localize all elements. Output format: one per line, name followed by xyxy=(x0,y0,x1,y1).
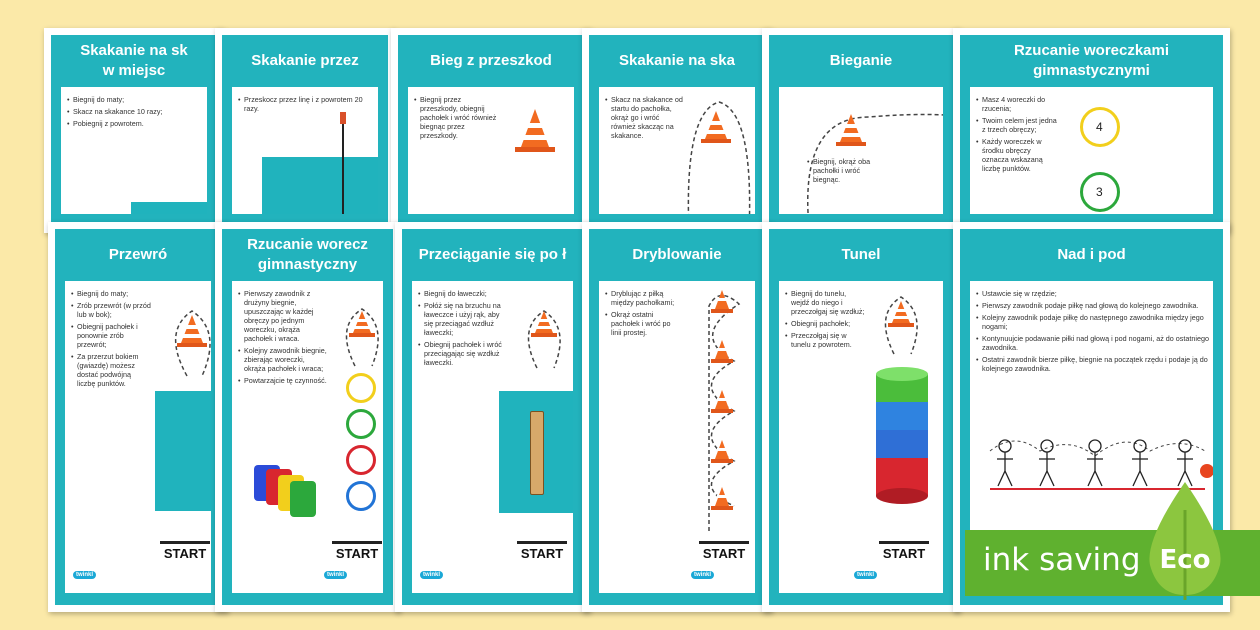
card-instructions: • Biegnij przez przeszkody, obiegnij pachołek i wróć również biegnąc przez przeszkody. xyxy=(414,95,499,143)
card-running xyxy=(762,28,960,233)
start-line: START xyxy=(517,541,567,561)
card-jump-rope-in-place xyxy=(44,28,224,233)
card-title: Bieg z przeszkod xyxy=(430,52,552,69)
card-instructions: • Biegnij do maty; • Zrób przewrót (w przód lub w bok); • Obiegnij pachołek i ponownie zrób przewrót; • Za przerzut bokiem (gwiazdę) możesz dostać podwójną liczbę punktów. xyxy=(71,289,151,391)
card-roll xyxy=(48,222,228,612)
cone-icon xyxy=(711,289,733,315)
card-instructions: • Masz 4 woreczki do rzucenia; • Twoim celem jest jedna z trzech obręczy; • Każdy woreczek w środku obręczy oznacza wskazaną liczbę punktów. xyxy=(976,95,1058,176)
card-obstacle-run xyxy=(391,28,591,233)
cone-icon xyxy=(175,313,209,349)
card-tunnel xyxy=(762,222,960,612)
card-instructions: • Skacz na skakance od startu do pachołka, okrąż go i wróć również skacząc na skakance. xyxy=(605,95,685,143)
card-title: Skakanie przez xyxy=(251,52,359,69)
card-instructions: • Przeskocz przez linę i z powrotem 20 razy. xyxy=(238,95,378,116)
card-rope-jumping xyxy=(215,28,395,233)
start-line: START xyxy=(332,541,382,561)
card-title: Tunel xyxy=(841,246,881,263)
rope-line-icon xyxy=(337,112,349,214)
ink-saving-text: ink saving xyxy=(983,542,1141,578)
card-title: Bieganie xyxy=(829,52,893,69)
cone-icon xyxy=(530,309,558,339)
card-beanbag-relay xyxy=(215,222,400,612)
cone-icon xyxy=(834,112,868,148)
mat-illustration xyxy=(131,202,207,214)
card-rope-skipping-route xyxy=(582,28,772,233)
card-beanbag-throwing xyxy=(953,28,1230,233)
cone-icon xyxy=(513,107,557,153)
card-instructions: • Dryblując z piłką między pachołkami; • Okrąż ostatni pachołek i wróć po linii prostej. xyxy=(605,289,681,340)
cone-icon xyxy=(699,109,733,145)
card-title: Przeciąganie się po ł xyxy=(418,246,567,263)
bench-icon xyxy=(530,411,544,495)
card-instructions: • Biegnij do ławeczki; • Połóż się na brzuchu na ławeczce i użyj rąk, aby się przeciągać wzdłuż ławeczki; • Obiegnij pachołek i wróć przeciągając się wzdłuż ławeczki. xyxy=(418,289,506,370)
card-title: Przewró xyxy=(108,246,168,263)
card-title: Skakanie na sk w miejsc xyxy=(80,42,188,79)
hoop-red xyxy=(346,445,376,475)
hoop-yellow xyxy=(346,373,376,403)
hoop-blue xyxy=(346,481,376,511)
cone-icon xyxy=(711,439,733,465)
card-dribbling xyxy=(582,222,772,612)
dashed-path-icon xyxy=(799,97,943,214)
hoop-points: 3 xyxy=(1096,185,1103,199)
cone-icon xyxy=(711,389,733,415)
card-title: Rzucanie woreczkami gimnastycznymi xyxy=(1013,42,1170,79)
card-instructions: • Biegnij, okrąż oba pachołki i wróć biegnąc. xyxy=(807,157,887,187)
cone-icon xyxy=(887,299,915,329)
twinkl-logo: twinkl xyxy=(420,571,446,579)
eco-badge-text: Eco xyxy=(1159,545,1211,575)
cone-icon xyxy=(348,309,376,339)
start-line: START xyxy=(699,541,749,561)
card-bench-pull xyxy=(395,222,590,612)
tunnel-icon xyxy=(872,366,932,506)
start-line: START xyxy=(160,541,210,561)
twinkl-logo: twinkl xyxy=(854,571,880,579)
cone-icon xyxy=(711,339,733,365)
hoop-green xyxy=(346,409,376,439)
eco-leaf-icon xyxy=(1140,480,1230,600)
mat-illustration xyxy=(155,391,211,511)
card-instructions: • Ustawcie się w rzędzie; • Pierwszy zawodnik podaje piłkę nad głową do kolejnego zawodnika. • Kolejny zawodnik podaje piłkę do następnego zawodnika między jego nogami; • Kontynuujcie podawanie piłki nad głową i pod nogami, aż do ostatniego zawodnika. • Ostatni zawodnik bierze piłkę, biegnie na początek rzędu i podaje ją do kolejnego zawodnika. xyxy=(976,289,1211,376)
card-title: Rzucanie worecz gimnastyczny xyxy=(247,236,368,273)
card-instructions: • Pierwszy zawodnik z drużyny biegnie, upuszczając w każdej obręczy po jednym woreczku, okrąża pachołek i wraca. • Kolejny zawodnik biegnie, zbierając woreczki, okrąża pachołek i wraca; • Powtarzajcie tę czynność. xyxy=(238,289,328,388)
card-instructions: • Biegnij do tunelu, wejdź do niego i przeczołgaj się wzdłuż; • Obiegnij pachołek; • Przeczołgaj się w tunelu z powrotem. xyxy=(785,289,865,352)
beanbags-icon xyxy=(252,459,322,529)
card-instructions: • Biegnij do maty; • Skacz na skakance 10 razy; • Pobiegnij z powrotem. xyxy=(67,95,163,131)
card-title: Nad i pod xyxy=(1057,246,1126,263)
card-title: Skakanie na ska xyxy=(619,52,735,69)
cone-icon xyxy=(711,486,733,512)
mat-illustration xyxy=(262,157,378,214)
card-title: Dryblowanie xyxy=(632,246,722,263)
hoop-points: 4 xyxy=(1096,120,1103,134)
twinkl-logo: twinkl xyxy=(324,571,350,579)
twinkl-logo: twinkl xyxy=(73,571,99,579)
twinkl-logo: twinkl xyxy=(691,571,717,579)
start-line: START xyxy=(879,541,929,561)
